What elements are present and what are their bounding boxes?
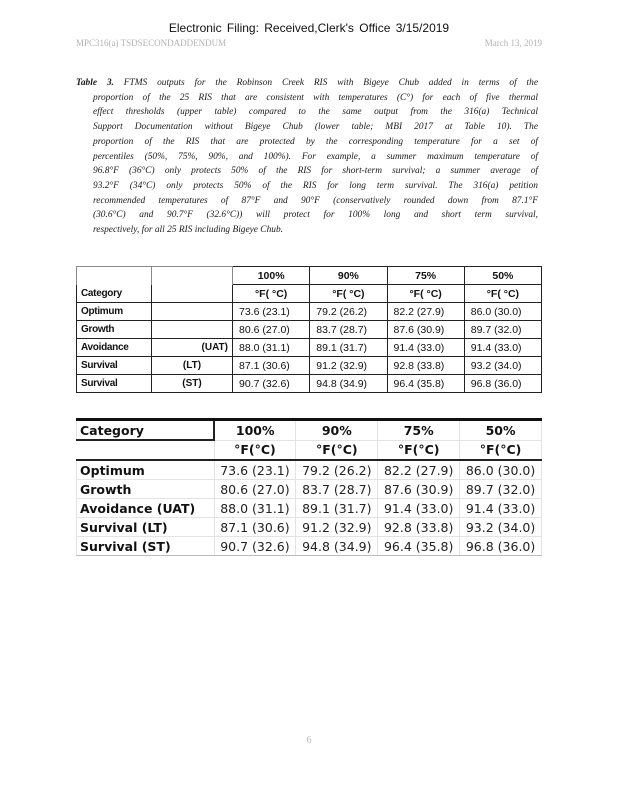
lower-col-75: 75% [378,420,460,441]
table-row [77,460,542,480]
lower-col-100: 100% [214,420,296,441]
table-cell: 92.8 (33.8) [378,518,460,537]
lower-col-90: 90% [296,420,378,441]
caption-line-text: FTMS outputs for the Robinson Creek RIS with Bigeye Chub added in terms of the [123,78,539,88]
table-cell: 89.7 (32.0) [464,321,541,339]
table-cell: 93.2 (34.0) [460,518,542,537]
caption-line: (30.6°C) and 90.7°F (32.6°C)) will protect for 100% long and short term survival, [93,210,538,221]
table-row [77,537,542,556]
caption-line: proportion of the RIS that are protected by the corresponding temperature for a set of [93,136,538,147]
table-cell: 79.2 (26.2) [296,460,378,480]
table-cell: 91.2 (32.9) [296,518,378,537]
caption-line: effect thresholds (upper table) compared to the same output from the 316(a) Technical [93,107,538,118]
upper-unit: °F( °C) [464,285,541,303]
row-category-qualifier: (UAT) [152,339,233,357]
lower-unit: °F(°C) [214,440,296,460]
lower-table-header-row [77,420,542,441]
table-cell: 88.0 (31.1) [233,339,310,357]
caption-line: Support Documentation without Bigeye Chub (lower table; MBI 2017 at Table 10). The [93,122,538,133]
caption-line: proportion of the 25 RIS that are consistent with temperatures (C°) for each of five thermal [93,92,538,103]
table-cell: 96.4 (35.8) [378,537,460,556]
lower-unit: °F(°C) [460,440,542,460]
table-row [77,375,542,393]
table-cell: 73.6 (23.1) [214,460,296,480]
upper-table-header-row [77,267,542,285]
filing-banner: Electronic Filing: Received,Clerk's Office 3/15/2019 [168,21,450,35]
lower-col-50: 50% [460,420,542,441]
table-row [77,339,542,357]
running-header-right: March 13, 2019 [484,38,542,48]
upper-unit: °F( °C) [387,285,464,303]
table-row [77,357,542,375]
upper-table [76,266,542,393]
table-cell: 83.7 (28.7) [296,480,378,499]
table-cell: 80.6 (27.0) [233,321,310,339]
table-cell: 90.7 (32.6) [214,537,296,556]
row-category-qualifier: (ST) [152,375,233,393]
lower-category-header: Category [77,420,215,441]
caption-line: respectively, for all 25 RIS including Bigeye Chub. [93,225,283,236]
table-row [77,499,542,518]
table-cell: 79.2 (26.2) [310,303,387,321]
lower-unit: °F(°C) [296,440,378,460]
caption-line: recommended temperatures of 87°F and 90°F (conservatively rounded down from 87.1°F [93,195,538,206]
table-cell: 91.4 (33.0) [387,339,464,357]
table-cell: 91.2 (32.9) [310,357,387,375]
table-cell: 86.0 (30.0) [460,460,542,480]
row-category: Survival [77,357,152,375]
table-cell: 82.2 (27.9) [378,460,460,480]
table-cell: 82.2 (27.9) [387,303,464,321]
table-cell: 96.8 (36.0) [460,537,542,556]
caption-line: 93.2°F (34°C) only protects 50% of the RIS for long term survival. The 316(a) petition [93,180,538,191]
table-row [77,480,542,499]
lower-table [76,418,542,556]
table-cell: 91.4 (33.0) [378,499,460,518]
table-cell: 89.1 (31.7) [296,499,378,518]
table-cell: 91.4 (33.0) [460,499,542,518]
table-cell: 87.6 (30.9) [378,480,460,499]
lower-table-unit-row [77,440,542,460]
table-row [77,303,542,321]
row-category-qualifier [152,321,233,339]
page-number: 6 [306,735,312,746]
table-cell: 94.8 (34.9) [296,537,378,556]
row-category: Avoidance [77,339,152,357]
table-cell: 93.2 (34.0) [464,357,541,375]
upper-col-50: 50% [464,267,541,285]
row-category: Growth [77,321,152,339]
lower-unit: °F(°C) [378,440,460,460]
row-category: Survival (ST) [77,537,215,556]
table-caption [76,76,538,238]
row-category-qualifier: (LT) [152,357,233,375]
table-cell: 88.0 (31.1) [214,499,296,518]
caption-line [76,76,538,91]
table-cell: 87.6 (30.9) [387,321,464,339]
running-header-left: MPC316(a) TSDSECONDADDENDUM [76,38,227,48]
upper-unit: °F( °C) [310,285,387,303]
upper-table-unit-row [77,285,542,303]
table-cell: 80.6 (27.0) [214,480,296,499]
caption-line: 96.8°F (36°C) only protects 50% of the RIS for short-term survival; a summer average of [93,166,538,177]
upper-col-100: 100% [233,267,310,285]
caption-label: Table 3. [76,78,114,88]
upper-category-header: Category [77,285,152,303]
row-category-qualifier [152,303,233,321]
table-cell: 87.1 (30.6) [214,518,296,537]
caption-line: percentiles (50%, 75%, 90%, and 100%). For example, a summer maximum temperature of [93,151,538,162]
table-cell: 91.4 (33.0) [464,339,541,357]
table-cell: 83.7 (28.7) [310,321,387,339]
table-cell: 87.1 (30.6) [233,357,310,375]
row-category: Survival (LT) [77,518,215,537]
upper-unit: °F( °C) [233,285,310,303]
upper-col-90: 90% [310,267,387,285]
table-cell: 96.4 (35.8) [387,375,464,393]
table-cell: 86.0 (30.0) [464,303,541,321]
row-category: Growth [77,480,215,499]
row-category: Survival [77,375,152,393]
table-cell: 96.8 (36.0) [464,375,541,393]
row-category: Avoidance (UAT) [77,499,215,518]
row-category: Optimum [77,303,152,321]
table-row [77,321,542,339]
table-row [77,518,542,537]
table-cell: 89.7 (32.0) [460,480,542,499]
table-cell: 92.8 (33.8) [387,357,464,375]
table-cell: 94.8 (34.9) [310,375,387,393]
row-category: Optimum [77,460,215,480]
upper-col-75: 75% [387,267,464,285]
table-cell: 73.6 (23.1) [233,303,310,321]
table-cell: 90.7 (32.6) [233,375,310,393]
table-cell: 89.1 (31.7) [310,339,387,357]
